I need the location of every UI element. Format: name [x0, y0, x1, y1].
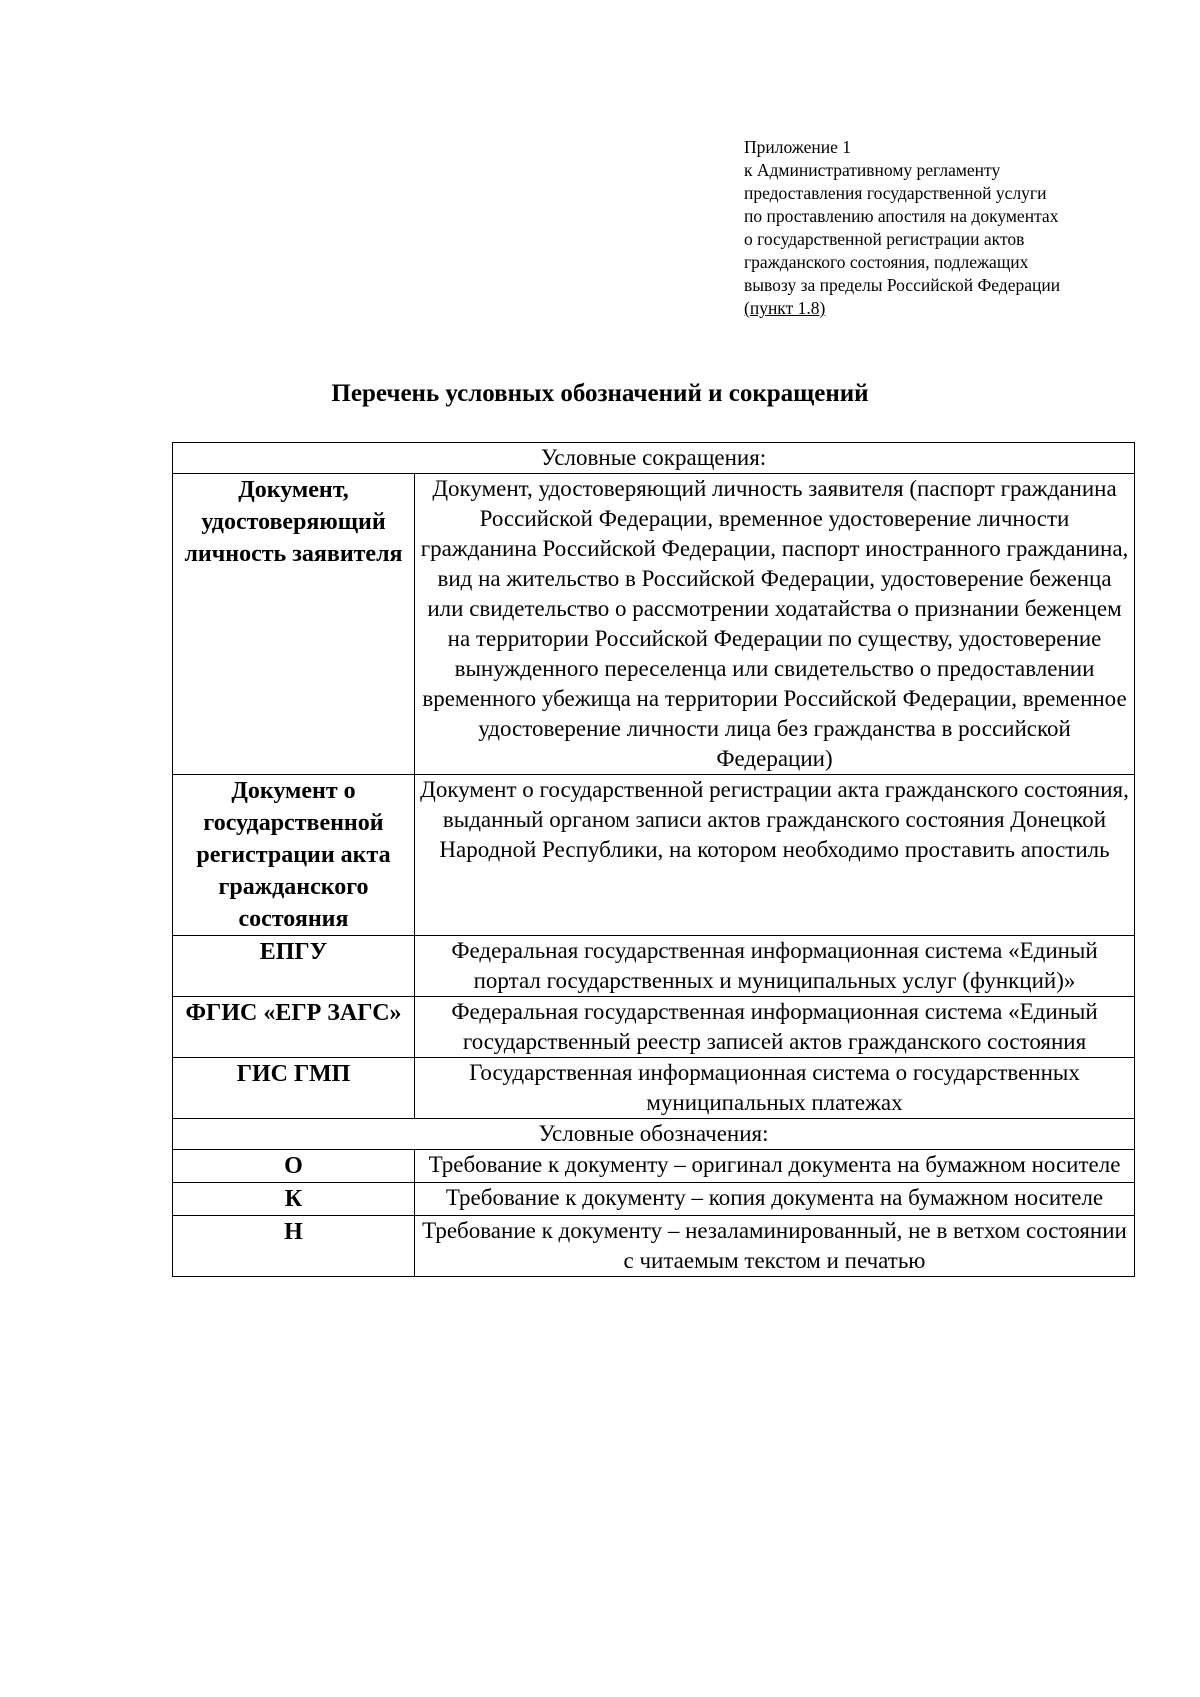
abbreviations-section-header: Условные сокращения: [173, 443, 1135, 474]
abbreviations-table [172, 442, 1135, 1277]
term-cell: Документ, удостоверяющий личность заявителя [173, 474, 415, 775]
appendix-line: к Административному регламенту [744, 160, 1001, 180]
appendix-note [744, 136, 1164, 320]
symbols-section-header: Условные обозначения: [173, 1119, 1135, 1150]
section-header-row [173, 1119, 1135, 1150]
table-row [173, 1216, 1135, 1277]
document-title: Перечень условных обозначений и сокращений [331, 380, 869, 407]
appendix-line: предоставления государственной услуги [744, 183, 1047, 203]
appendix-link-open: ( [744, 298, 750, 318]
table-row [173, 1150, 1135, 1183]
appendix-link-close: ) [819, 298, 826, 318]
term-cell: О [173, 1150, 415, 1183]
description-cell: Требование к документу – копия документа на бумажном носителе [415, 1183, 1135, 1216]
description-cell: Документ о государственной регистрации акта гражданского состояния, выданный органом записи актов гражданского состояния Донецкой Народной Республики, на котором необходимо проставить апостиль [415, 775, 1135, 936]
appendix-line: гражданского состояния, подлежащих [744, 252, 1029, 272]
description-cell: Федеральная государственная информационная система «Единый государственный реестр записей актов гражданского состояния [415, 997, 1135, 1058]
term-cell: ФГИС «ЕГР ЗАГС» [173, 997, 415, 1058]
table-row [173, 1183, 1135, 1216]
description-cell: Федеральная государственная информационная система «Единый портал государственных и муниципальных услуг (функций)» [415, 936, 1135, 997]
description-cell: Требование к документу – оригинал документа на бумажном носителе [415, 1150, 1135, 1183]
appendix-reference-link[interactable]: пункт 1.8 [749, 298, 820, 318]
term-cell: ГИС ГМП [173, 1058, 415, 1119]
term-cell: Н [173, 1216, 415, 1277]
term-cell: К [173, 1183, 415, 1216]
appendix-reference [744, 297, 1164, 320]
table-row [173, 474, 1135, 775]
table-row [173, 775, 1135, 936]
section-header-row [173, 443, 1135, 474]
appendix-line: Приложение 1 [744, 137, 852, 157]
description-cell: Государственная информационная система о государственных муниципальных платежах [415, 1058, 1135, 1119]
term-cell: ЕПГУ [173, 936, 415, 997]
appendix-line: по проставлению апостиля на документах [744, 206, 1059, 226]
description-cell: Требование к документу – незаламинированный, не в ветхом состоянии с читаемым текстом и печатью [415, 1216, 1135, 1277]
table-row [173, 997, 1135, 1058]
appendix-line: о государственной регистрации актов [744, 229, 1025, 249]
appendix-line: вывозу за пределы Российской Федерации [744, 275, 1061, 295]
term-cell: Документ о государственной регистрации акта гражданского состояния [173, 775, 415, 936]
table-row [173, 1058, 1135, 1119]
description-cell: Документ, удостоверяющий личность заявителя (паспорт гражданина Российской Федерации, временное удостоверение личности гражданина Российской Федерации, паспорт иностранного гражданина, вид на жительство в Российской Федерации, удостоверение беженца или свидетельство о рассмотрении ходатайства о признании беженцем на территории Российской Федерации по существу, удостоверение вынужденного переселенца или свидетельство о предоставлении временного убежища на территории Российской Федерации, временное удостоверение личности лица без гражданства в российской Федерации) [415, 474, 1135, 775]
table-row [173, 936, 1135, 997]
